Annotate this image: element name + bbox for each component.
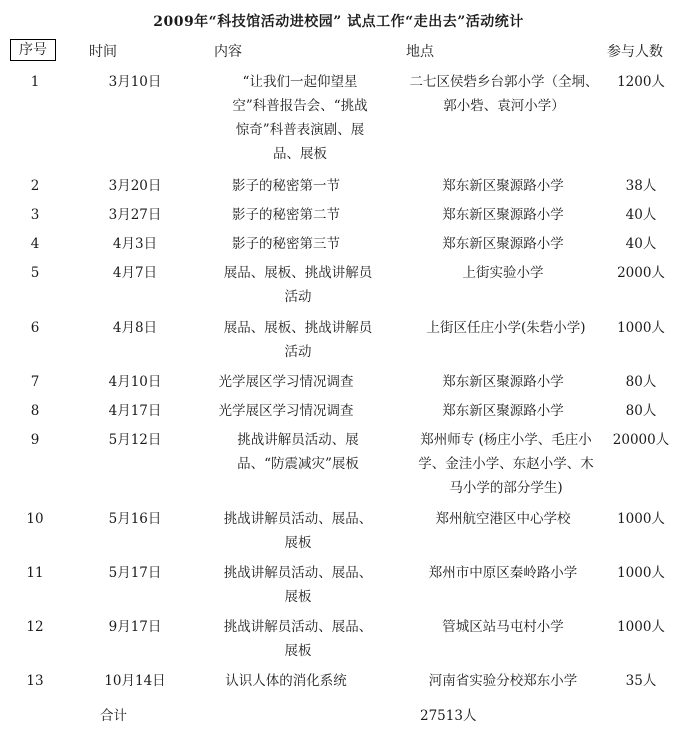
cell-content: 展品、展板、挑战讲解员活动 — [223, 265, 373, 305]
cell-seq: 9 — [30, 432, 40, 448]
cell-content: “让我们一起仰望星空”科普报告会、“挑战惊奇”科普表演剧、展品、展板 — [232, 74, 368, 162]
cell-content: 影子的秘密第一节 — [232, 178, 340, 194]
page-title: 2009年“科技馆活动进校园” 试点工作“走出去”活动统计 — [153, 14, 524, 30]
cell-time: 10月14日 — [104, 673, 166, 689]
cell-seq: 2 — [30, 178, 40, 194]
cell-seq: 11 — [26, 565, 44, 581]
total-value: 27513人 — [420, 708, 477, 724]
cell-time: 5月12日 — [108, 432, 162, 448]
cell-time: 5月16日 — [108, 511, 162, 527]
cell-time: 4月3日 — [112, 236, 158, 252]
cell-seq: 6 — [30, 320, 40, 336]
cell-content: 挑战讲解员活动、展品、展板 — [223, 619, 373, 659]
cell-seq: 8 — [30, 403, 40, 419]
cell-count: 80人 — [625, 374, 657, 390]
cell-place: 郑东新区聚源路小学 — [442, 403, 564, 419]
total-label: 合计 — [100, 708, 127, 724]
cell-seq: 12 — [26, 619, 44, 635]
cell-place: 郑东新区聚源路小学 — [442, 207, 564, 223]
cell-time: 4月10日 — [108, 374, 162, 390]
cell-time: 9月17日 — [108, 619, 162, 635]
cell-count: 2000人 — [617, 265, 665, 281]
cell-count: 1000人 — [617, 320, 665, 336]
cell-place: 郑东新区聚源路小学 — [442, 374, 564, 390]
cell-seq: 7 — [30, 374, 40, 390]
cell-count: 40人 — [625, 207, 657, 223]
cell-time: 3月10日 — [108, 74, 162, 90]
cell-count: 1000人 — [617, 619, 665, 635]
cell-content: 挑战讲解员活动、展品、“防震减灾”展板 — [237, 432, 359, 472]
cell-time: 5月17日 — [108, 565, 162, 581]
cell-place: 管城区站马屯村小学 — [442, 619, 564, 635]
cell-count: 20000人 — [612, 432, 670, 448]
cell-content: 光学展区学习情况调查 — [218, 374, 354, 390]
cell-content: 光学展区学习情况调查 — [218, 403, 354, 419]
cell-seq: 1 — [30, 74, 40, 90]
cell-place: 郑州航空港区中心学校 — [435, 511, 571, 527]
cell-count: 38人 — [625, 178, 657, 194]
header-count: 参与人数 — [607, 44, 663, 60]
cell-place: 上街实验小学 — [462, 265, 544, 281]
cell-time: 4月17日 — [108, 403, 162, 419]
cell-content: 影子的秘密第三节 — [232, 236, 340, 252]
cell-count: 80人 — [625, 403, 657, 419]
cell-time: 3月27日 — [108, 207, 162, 223]
cell-time: 4月7日 — [112, 265, 158, 281]
cell-count: 1200人 — [617, 74, 665, 90]
cell-content: 认识人体的消化系统 — [225, 673, 347, 689]
cell-content: 挑战讲解员活动、展品、展板 — [223, 511, 373, 551]
header-content: 内容 — [214, 44, 242, 60]
cell-place: 河南省实验分校郑东小学 — [428, 673, 578, 689]
cell-time: 3月20日 — [108, 178, 162, 194]
cell-place: 郑东新区聚源路小学 — [442, 236, 564, 252]
cell-seq: 5 — [30, 265, 40, 281]
cell-count: 40人 — [625, 236, 657, 252]
header-seq: 序号 — [10, 39, 56, 61]
cell-content: 挑战讲解员活动、展品、展板 — [223, 565, 373, 605]
cell-place: 郑州师专 (杨庄小学、毛庄小学、金洼小学、东赵小学、木马小学的部分学生) — [418, 432, 594, 496]
cell-content: 展品、展板、挑战讲解员活动 — [223, 320, 373, 360]
cell-count: 1000人 — [617, 565, 665, 581]
header-place: 地点 — [406, 44, 434, 60]
cell-seq: 13 — [26, 673, 44, 689]
cell-seq: 3 — [30, 207, 40, 223]
cell-place: 上街区任庄小学(朱砦小学) — [426, 320, 586, 336]
cell-place: 郑东新区聚源路小学 — [442, 178, 564, 194]
cell-seq: 4 — [30, 236, 40, 252]
cell-seq: 10 — [26, 511, 44, 527]
cell-place: 二七区侯砦乡台郭小学（全垌、郭小砦、袁河小学） — [409, 74, 599, 114]
header-time: 时间 — [89, 44, 117, 60]
cell-content: 影子的秘密第二节 — [232, 207, 340, 223]
cell-count: 35人 — [625, 673, 657, 689]
cell-time: 4月8日 — [112, 320, 158, 336]
cell-place: 郑州市中原区秦岭路小学 — [428, 565, 578, 581]
cell-count: 1000人 — [617, 511, 665, 527]
